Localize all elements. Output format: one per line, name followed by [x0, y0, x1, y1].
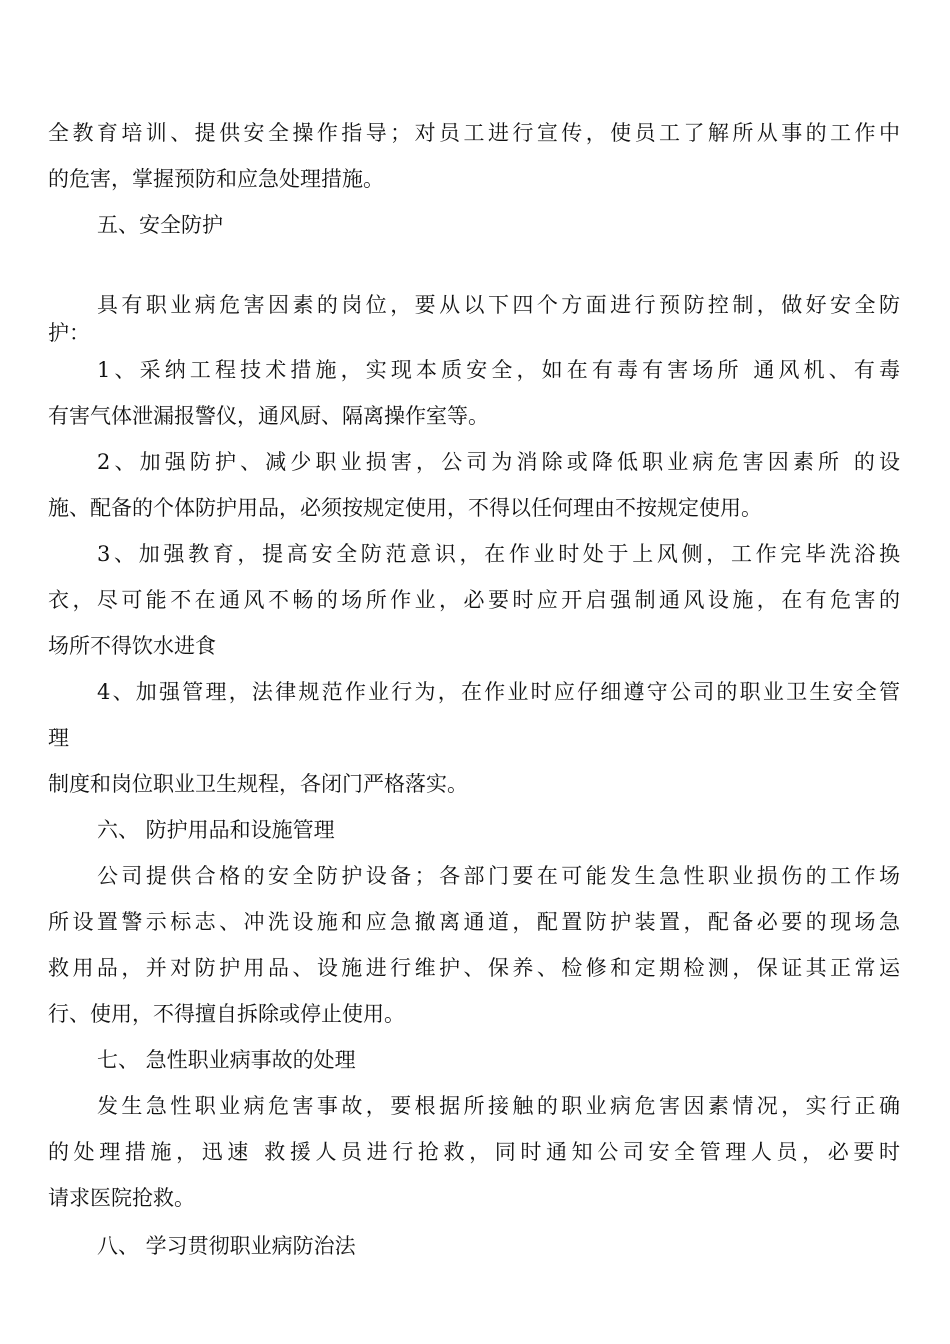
section-heading: 七、 急性职业病事故的处理	[97, 1048, 356, 1072]
paragraph-line: 1、采纳工程技术措施，实现本质安全，如在有毒有害场所 通风机、有毒	[97, 358, 900, 382]
paragraph-line: 行、使用，不得擅自拆除或停止使用。	[48, 1002, 405, 1026]
section-heading: 五、安全防护	[97, 213, 223, 237]
paragraph-line: 场所不得饮水进食	[48, 634, 216, 658]
section-heading: 八、 学习贯彻职业病防治法	[97, 1234, 356, 1258]
paragraph-line: 护：	[48, 321, 90, 345]
paragraph-line: 所设置警示标志、冲洗设施和应急撤离通道，配置防护装置，配备必要的现场急	[48, 910, 900, 934]
paragraph-line: 具有职业病危害因素的岗位，要从以下四个方面进行预防控制，做好安全防	[97, 293, 900, 317]
paragraph-line: 公司提供合格的安全防护设备；各部门要在可能发生急性职业损伤的工作场	[97, 864, 900, 888]
section-heading: 六、 防护用品和设施管理	[97, 818, 335, 842]
paragraph-line: 理	[48, 726, 69, 750]
paragraph-line: 发生急性职业病危害事故，要根据所接触的职业病危害因素情况，实行正确	[97, 1094, 900, 1118]
paragraph-line: 全教育培训、提供安全操作指导；对员工进行宣传，使员工了解所从事的工作中	[48, 121, 900, 145]
paragraph-line: 3、加强教育，提高安全防范意识，在作业时处于上风侧，工作完毕洗浴换	[97, 542, 900, 566]
paragraph-line: 2、加强防护、减少职业损害，公司为消除或降低职业病危害因素所 的设	[97, 450, 900, 474]
paragraph-line: 有害气体泄漏报警仪，通风厨、隔离操作室等。	[48, 404, 489, 428]
paragraph-line: 衣，尽可能不在通风不畅的场所作业，必要时应开启强制通风设施，在有危害的	[48, 588, 900, 612]
paragraph-line: 4、加强管理，法律规范作业行为，在作业时应仔细遵守公司的职业卫生安全管	[97, 680, 900, 704]
paragraph-line: 制度和岗位职业卫生规程，各闭门严格落实。	[48, 772, 468, 796]
paragraph-line: 救用品，并对防护用品、设施进行维护、保养、检修和定期检测，保证其正常运	[48, 956, 900, 980]
paragraph-line: 请求医院抢救。	[48, 1186, 195, 1210]
paragraph-line: 的处理措施，迅速 救援人员进行抢救，同时通知公司安全管理人员，必要时	[48, 1140, 900, 1164]
paragraph-line: 的危害，掌握预防和应急处理措施。	[48, 167, 384, 191]
paragraph-line: 施、配备的个体防护用品，必须按规定使用，不得以任何理由不按规定使用。	[48, 496, 762, 520]
